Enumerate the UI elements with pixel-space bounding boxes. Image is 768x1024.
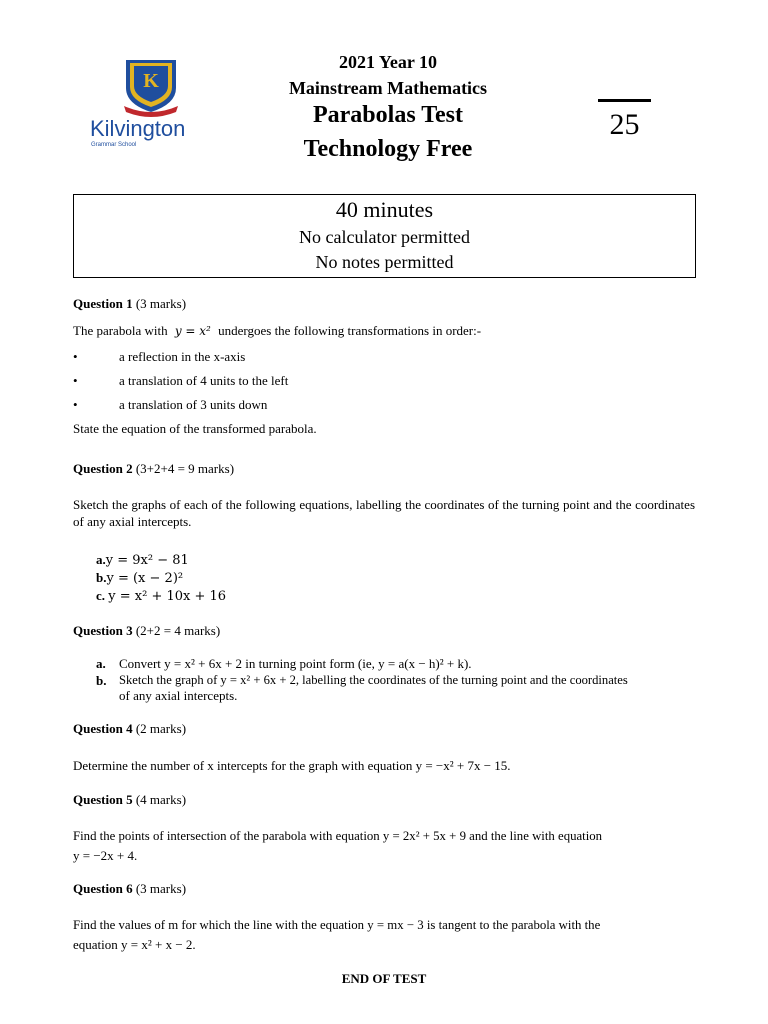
q1-prompt: State the equation of the transformed parabola. bbox=[73, 421, 317, 436]
school-logo bbox=[88, 58, 210, 153]
q5-line1: Find the points of intersection of the parabola with equation y = 2x² + 5x + 9 and the line with equation bbox=[73, 829, 603, 843]
list-item: • a translation of 4 units to the left bbox=[73, 373, 289, 388]
q5-heading: Question 5 (4 marks) bbox=[73, 792, 187, 807]
q3-part-b-line1: Sketch the graph of y = x² + 6x + 2, labelling the coordinates of the turning point and the coordinates bbox=[119, 673, 628, 687]
q2-prompt: Sketch the graphs of each of the following equations, labelling the coordinates of the turning point and the coordinates of any axial intercepts. bbox=[73, 497, 695, 529]
q2-part-a: a.y = 9x² − 81 bbox=[96, 552, 189, 568]
q3-heading: Question 3 (2+2 = 4 marks) bbox=[73, 623, 221, 638]
header-year: 2021 Year 10 bbox=[339, 52, 437, 72]
q2-heading: Question 2 (3+2+4 = 9 marks) bbox=[73, 461, 235, 476]
test-title: Parabolas Test bbox=[312, 102, 464, 128]
notes-rule: No notes permitted bbox=[315, 252, 454, 272]
test-subtitle: Technology Free bbox=[303, 136, 473, 162]
q3-part-a: Convert y = x² + 6x + 2 in turning point form (ie, y = a(x − h)² + k). bbox=[119, 656, 472, 671]
score-line bbox=[598, 99, 651, 102]
exam-conditions-box bbox=[73, 194, 696, 278]
q4-prompt: Determine the number of x intercepts for the graph with equation y = −x² + 7x − 15. bbox=[73, 758, 511, 773]
duration: 40 minutes bbox=[335, 197, 434, 222]
svg-text:K: K bbox=[143, 70, 159, 92]
header-course: Mainstream Mathematics bbox=[288, 78, 488, 98]
list-item: • a translation of 3 units down bbox=[73, 397, 268, 412]
q4-heading: Question 4 (2 marks) bbox=[73, 721, 187, 736]
q2-part-c: c. y = x² + 10x + 16 bbox=[96, 588, 227, 604]
q3-part-b-label: b. bbox=[96, 673, 107, 688]
svg-text:Grammar School: Grammar School bbox=[91, 142, 137, 148]
list-item: • a reflection in the x-axis bbox=[73, 349, 246, 364]
q2-part-b: b.y = (x − 2)² bbox=[96, 570, 184, 586]
q5-line2: y = −2x + 4. bbox=[73, 848, 138, 863]
q6-heading: Question 6 (3 marks) bbox=[73, 881, 187, 896]
svg-text:Kilvington: Kilvington bbox=[90, 116, 186, 141]
q3-part-a-label: a. bbox=[96, 656, 106, 671]
q6-line1: Find the values of m for which the line with the equation y = mx − 3 is tangent to the parabola with the bbox=[73, 918, 601, 932]
calculator-rule: No calculator permitted bbox=[299, 227, 470, 247]
end-of-test: END OF TEST bbox=[341, 971, 427, 986]
crest-icon bbox=[88, 58, 210, 153]
q1-heading: Question 1 (3 marks) bbox=[73, 296, 187, 311]
q3-part-b-line2: of any axial intercepts. bbox=[119, 688, 238, 703]
q6-line2: equation y = x² + x − 2. bbox=[73, 937, 196, 952]
total-score: 25 bbox=[609, 108, 640, 141]
q1-intro: The parabola with y = x² undergoes the following transformations in order:- bbox=[73, 323, 482, 338]
